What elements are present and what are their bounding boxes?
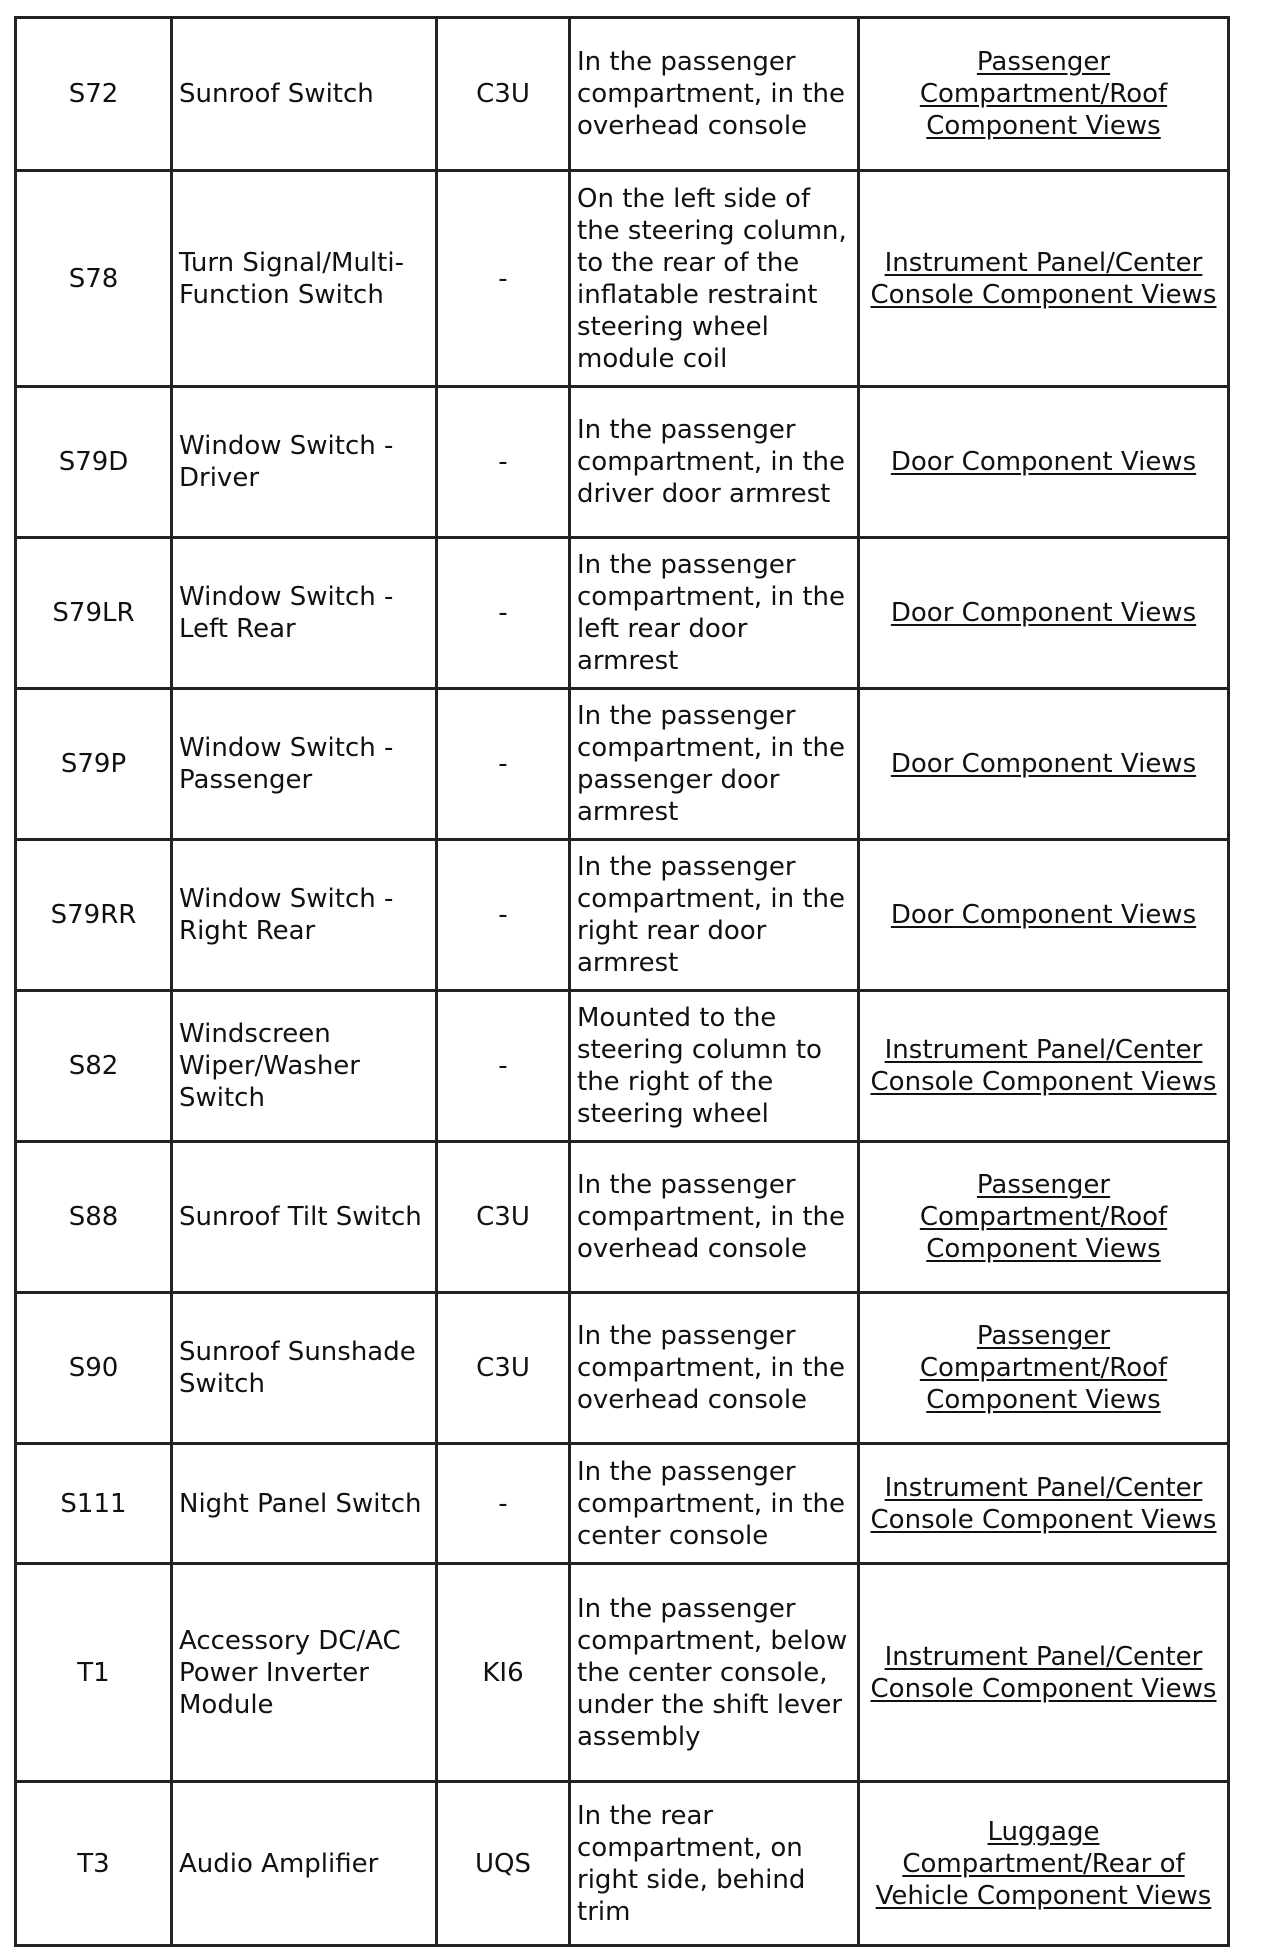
option-code: - bbox=[437, 991, 570, 1142]
component-view-cell bbox=[859, 1564, 1229, 1782]
component-location: In the passenger compartment, in the overhead console bbox=[570, 1142, 859, 1293]
component-name: Audio Amplifier bbox=[172, 1782, 437, 1946]
option-code: - bbox=[437, 538, 570, 689]
table-row bbox=[16, 1782, 1229, 1946]
component-location: On the left side of the steering column, to the rear of the inflatable restraint steering wheel module coil bbox=[570, 171, 859, 387]
component-view-cell bbox=[859, 171, 1229, 387]
component-view-link[interactable]: Door Component Views bbox=[890, 598, 1197, 628]
component-name: Night Panel Switch bbox=[172, 1444, 437, 1564]
option-code: - bbox=[437, 171, 570, 387]
table-row bbox=[16, 538, 1229, 689]
component-location: In the passenger compartment, in the right rear door armrest bbox=[570, 840, 859, 991]
table-row bbox=[16, 1564, 1229, 1782]
component-name: Turn Signal/Multi-Function Switch bbox=[172, 171, 437, 387]
component-location: In the passenger compartment, in the left rear door armrest bbox=[570, 538, 859, 689]
component-view-link[interactable]: Passenger Compartment/Roof Component Views bbox=[919, 1170, 1168, 1264]
component-id: T1 bbox=[16, 1564, 172, 1782]
component-view-cell bbox=[859, 991, 1229, 1142]
component-name: Window Switch - Left Rear bbox=[172, 538, 437, 689]
option-code: C3U bbox=[437, 1142, 570, 1293]
component-id: S79P bbox=[16, 689, 172, 840]
component-view-cell bbox=[859, 538, 1229, 689]
component-view-cell bbox=[859, 18, 1229, 171]
component-location: In the passenger compartment, in the center console bbox=[570, 1444, 859, 1564]
component-id: S82 bbox=[16, 991, 172, 1142]
component-name: Windscreen Wiper/Washer Switch bbox=[172, 991, 437, 1142]
component-location: In the passenger compartment, in the driver door armrest bbox=[570, 387, 859, 538]
component-id: S78 bbox=[16, 171, 172, 387]
table-row bbox=[16, 991, 1229, 1142]
option-code: - bbox=[437, 840, 570, 991]
component-location: In the rear compartment, on right side, behind trim bbox=[570, 1782, 859, 1946]
component-view-link[interactable]: Passenger Compartment/Roof Component Views bbox=[919, 47, 1168, 141]
component-id: S90 bbox=[16, 1293, 172, 1444]
component-view-link[interactable]: Instrument Panel/Center Console Component Views bbox=[870, 247, 1217, 310]
component-name: Accessory DC/AC Power Inverter Module bbox=[172, 1564, 437, 1782]
table-row bbox=[16, 387, 1229, 538]
component-location: In the passenger compartment, in the passenger door armrest bbox=[570, 689, 859, 840]
component-view-link[interactable]: Instrument Panel/Center Console Component Views bbox=[870, 1472, 1217, 1535]
table-row bbox=[16, 1142, 1229, 1293]
component-location: In the passenger compartment, in the overhead console bbox=[570, 1293, 859, 1444]
option-code: - bbox=[437, 1444, 570, 1564]
option-code: - bbox=[437, 387, 570, 538]
component-view-link[interactable]: Door Component Views bbox=[890, 749, 1197, 779]
component-location: Mounted to the steering column to the right of the steering wheel bbox=[570, 991, 859, 1142]
component-id: T3 bbox=[16, 1782, 172, 1946]
component-view-link[interactable]: Door Component Views bbox=[890, 900, 1197, 930]
component-view-cell bbox=[859, 387, 1229, 538]
component-view-cell bbox=[859, 1782, 1229, 1946]
component-name: Sunroof Sunshade Switch bbox=[172, 1293, 437, 1444]
component-name: Sunroof Tilt Switch bbox=[172, 1142, 437, 1293]
component-view-link[interactable]: Luggage Compartment/Rear of Vehicle Component Views bbox=[875, 1816, 1212, 1911]
option-code: KI6 bbox=[437, 1564, 570, 1782]
table-row bbox=[16, 18, 1229, 171]
component-id: S111 bbox=[16, 1444, 172, 1564]
component-locator-table bbox=[14, 16, 1230, 1947]
component-view-cell bbox=[859, 1444, 1229, 1564]
option-code: UQS bbox=[437, 1782, 570, 1946]
component-location: In the passenger compartment, below the center console, under the shift lever assembly bbox=[570, 1564, 859, 1782]
component-view-link[interactable]: Instrument Panel/Center Console Component Views bbox=[870, 1641, 1217, 1704]
component-id: S79LR bbox=[16, 538, 172, 689]
table-row bbox=[16, 840, 1229, 991]
component-view-link[interactable]: Instrument Panel/Center Console Component Views bbox=[870, 1035, 1217, 1097]
component-view-cell bbox=[859, 1293, 1229, 1444]
component-view-cell bbox=[859, 1142, 1229, 1293]
option-code: - bbox=[437, 689, 570, 840]
component-location: In the passenger compartment, in the overhead console bbox=[570, 18, 859, 171]
table-row bbox=[16, 1293, 1229, 1444]
table-row bbox=[16, 689, 1229, 840]
component-id: S72 bbox=[16, 18, 172, 171]
component-name: Window Switch - Right Rear bbox=[172, 840, 437, 991]
component-name: Sunroof Switch bbox=[172, 18, 437, 171]
component-id: S79D bbox=[16, 387, 172, 538]
component-name: Window Switch - Driver bbox=[172, 387, 437, 538]
component-view-cell bbox=[859, 689, 1229, 840]
table-row bbox=[16, 1444, 1229, 1564]
component-id: S79RR bbox=[16, 840, 172, 991]
component-view-link[interactable]: Door Component Views bbox=[890, 447, 1197, 477]
component-name: Window Switch - Passenger bbox=[172, 689, 437, 840]
component-id: S88 bbox=[16, 1142, 172, 1293]
option-code: C3U bbox=[437, 1293, 570, 1444]
option-code: C3U bbox=[437, 18, 570, 171]
component-view-link[interactable]: Passenger Compartment/Roof Component Views bbox=[919, 1321, 1168, 1415]
component-view-cell bbox=[859, 840, 1229, 991]
table-row bbox=[16, 171, 1229, 387]
